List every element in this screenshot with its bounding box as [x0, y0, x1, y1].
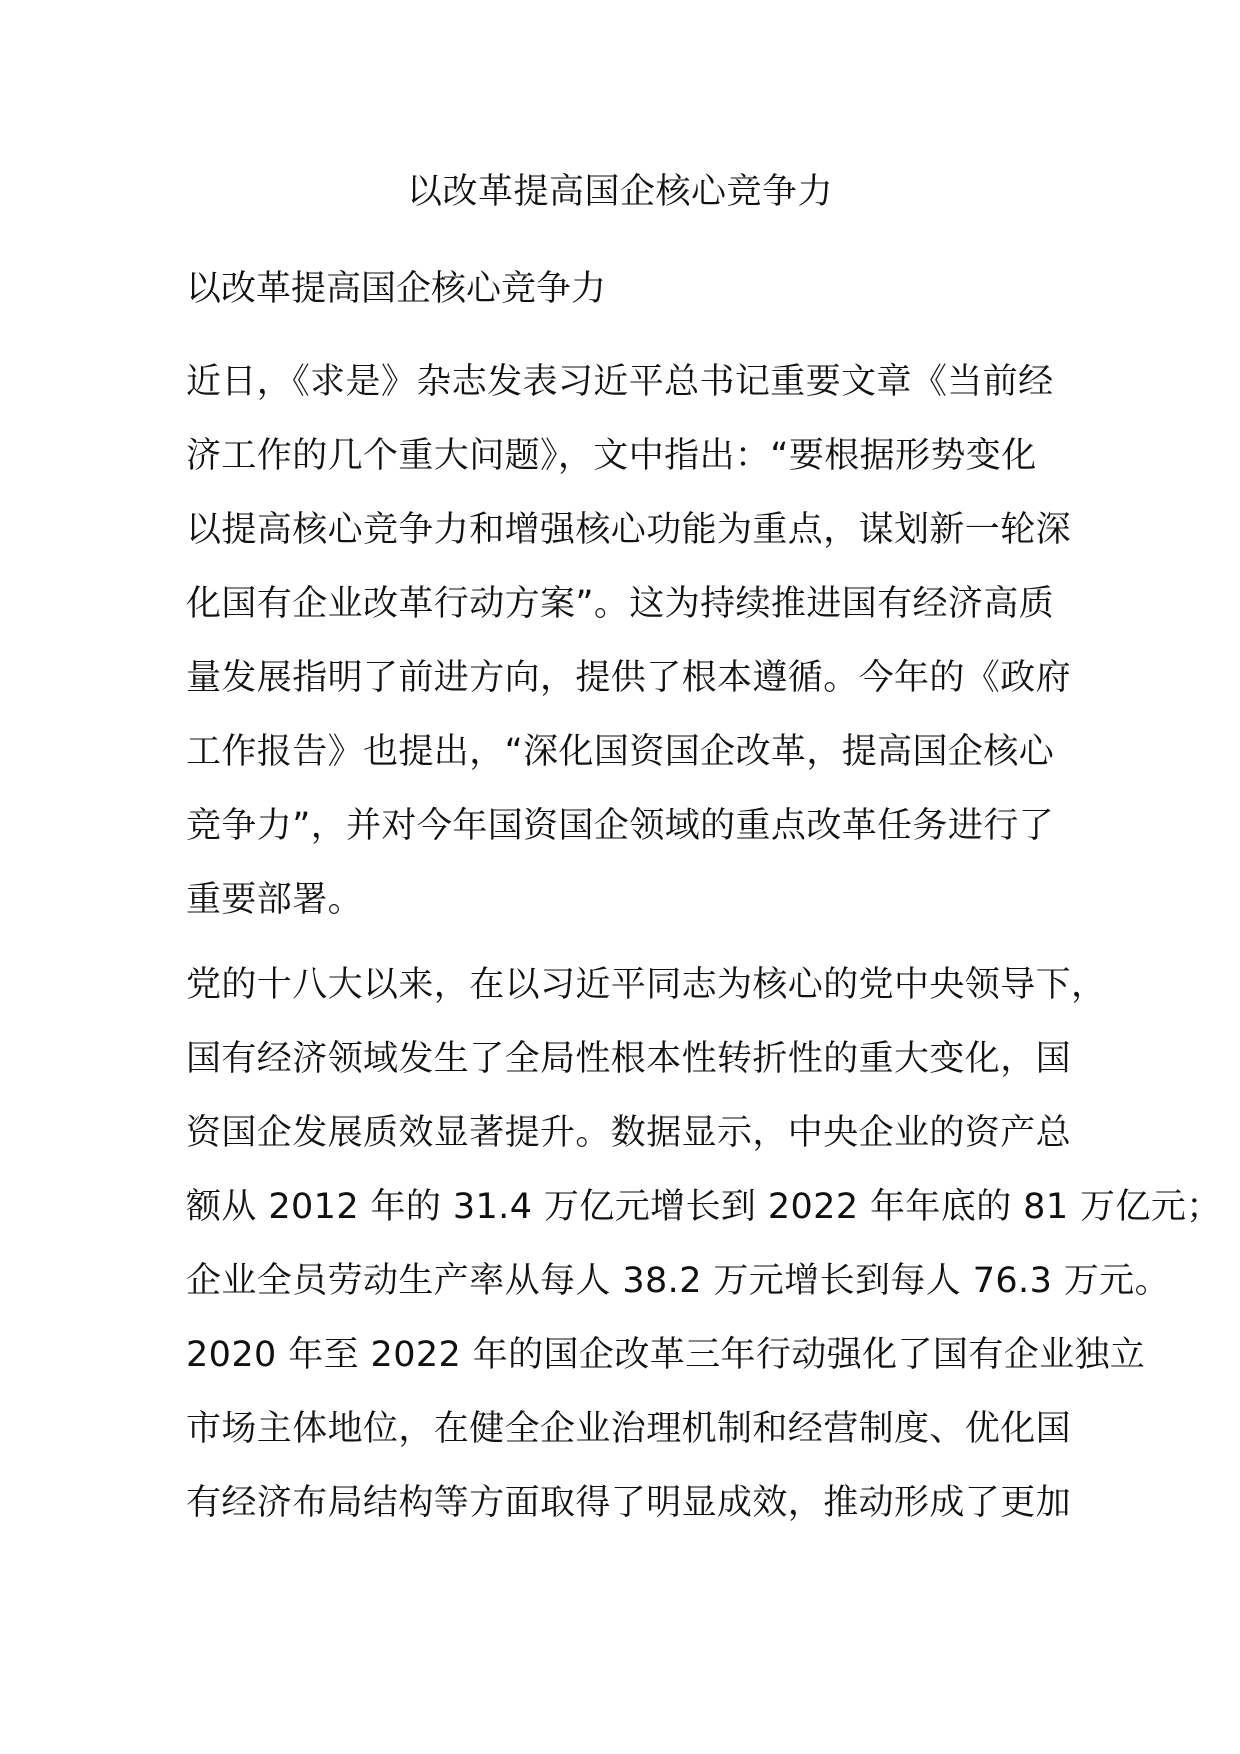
paragraph-line: 竞争力”，并对今年国资国企领域的重点改革任务进行了 [186, 806, 1055, 846]
paragraph-line: 企业全员劳动生产率从每人 38.2 万元增长到每人 76.3 万元。 [186, 1261, 1170, 1301]
paragraph-line: 以提高核心竞争力和增强核心功能为重点，谋划新一轮深 [186, 510, 1072, 550]
paragraph-line: 工作报告》也提出，“深化国资国企改革，提高国企核心 [186, 732, 1055, 772]
paragraph-line: 市场主体地位，在健全企业治理机制和经营制度、优化国 [186, 1409, 1072, 1449]
paragraph-line: 近日，《求是》杂志发表习近平总书记重要文章《当前经 [186, 362, 1054, 402]
document-subtitle: 以改革提高国企核心竞争力 [186, 269, 607, 309]
paragraph-line: 资国企发展质效显著提升。数据显示，中央企业的资产总 [186, 1113, 1072, 1153]
paragraph-line: 济工作的几个重大问题》，文中指出：“要根据形势变化 [186, 436, 1037, 476]
document-title: 以改革提高国企核心竞争力 [406, 172, 833, 212]
paragraph-line: 量发展指明了前进方向，提供了根本遵循。今年的《政府 [186, 658, 1072, 698]
paragraph-line: 国有经济领域发生了全局性根本性转折性的重大变化，国 [186, 1039, 1072, 1079]
paragraph-line: 有经济布局结构等方面取得了明显成效，推动形成了更加 [186, 1483, 1072, 1523]
paragraph-1 [186, 345, 1072, 937]
paragraph-2 [186, 948, 1222, 1540]
paragraph-line: 2020 年至 2022 年的国企改革三年行动强化了国有企业独立 [186, 1335, 1146, 1375]
paragraph-line: 党的十八大以来，在以习近平同志为核心的党中央领导下， [186, 965, 1107, 1005]
paragraph-line: 额从 2012 年的 31.4 万亿元增长到 2022 年年底的 81 万亿元； [186, 1187, 1222, 1227]
paragraph-line: 重要部署。 [186, 880, 364, 920]
paragraph-line: 化国有企业改革行动方案”。这为持续推进国有经济高质 [186, 584, 1055, 624]
